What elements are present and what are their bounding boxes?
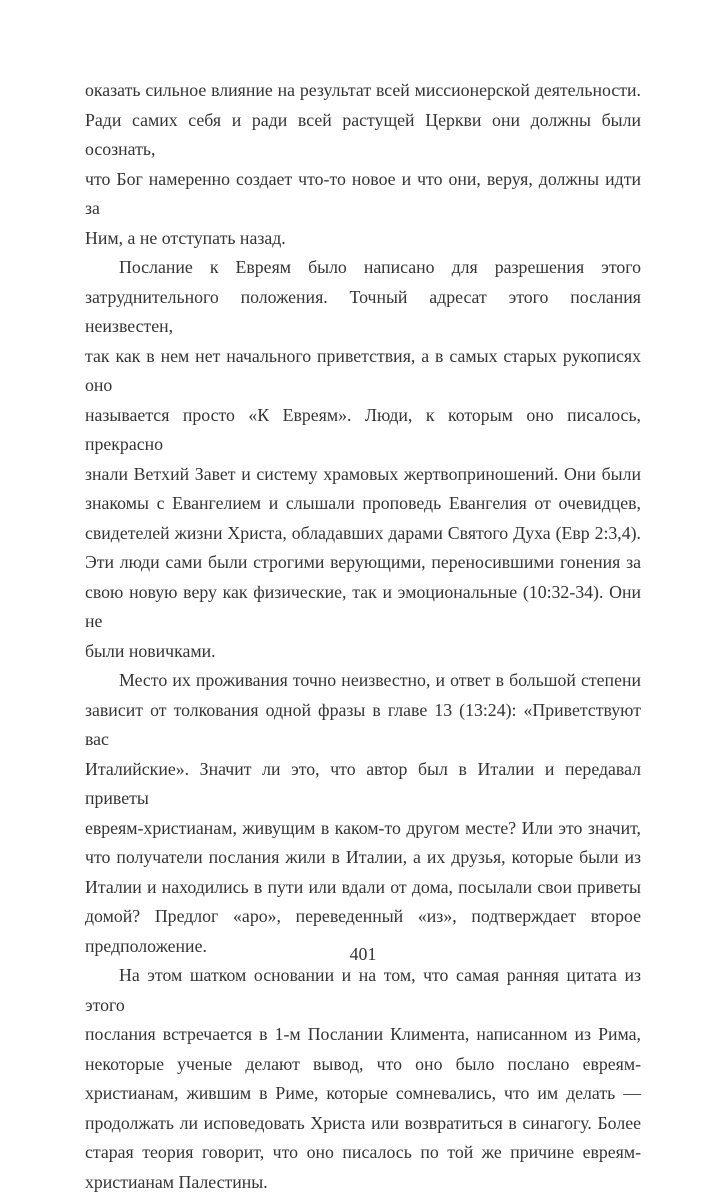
body-text	[85, 76, 641, 1197]
page-number: 401	[85, 943, 641, 965]
text-line: Италийские». Значит ли это, что автор был в Италии и передавал приветы	[85, 755, 641, 814]
paragraph	[85, 666, 641, 961]
text-line: некоторые ученые делают вывод, что оно было послано евреям-	[85, 1050, 641, 1080]
paragraph	[85, 76, 641, 253]
text-line: зависит от толкования одной фразы в главе 13 (13:24): «Приветствуют вас	[85, 696, 641, 755]
text-line: называется просто «К Евреям». Люди, к которым оно писалось, прекрасно	[85, 401, 641, 460]
text-line: оказать сильное влияние на результат всей миссионерской деятельности.	[85, 76, 641, 106]
text-line: продолжать ли исповедовать Христа или возвратиться в синагогу. Более	[85, 1109, 641, 1139]
text-line: что Бог намеренно создает что-то новое и что они, веруя, должны идти за	[85, 165, 641, 224]
paragraph	[85, 253, 641, 666]
text-line: христианам, жившим в Риме, которые сомневались, что им делать —	[85, 1079, 641, 1109]
text-line: христианам Палестины.	[85, 1168, 641, 1197]
text-line: были новичками.	[85, 637, 641, 667]
text-line: затруднительного положения. Точный адресат этого послания неизвестен,	[85, 283, 641, 342]
text-line: Италии и находились в пути или вдали от дома, посылали свои приветы	[85, 873, 641, 903]
text-line: свою новую веру как физические, так и эмоциональные (10:32-34). Они не	[85, 578, 641, 637]
text-line: Ним, а не отступать назад.	[85, 224, 641, 254]
text-line: знали Ветхий Завет и систему храмовых жертвоприношений. Они были	[85, 460, 641, 490]
text-line: послания встречается в 1-м Послании Климента, написанном из Рима,	[85, 1020, 641, 1050]
text-line: что получатели послания жили в Италии, а их друзья, которые были из	[85, 843, 641, 873]
text-line: знакомы с Евангелием и слышали проповедь Евангелия от очевидцев,	[85, 489, 641, 519]
text-line: старая теория говорит, что оно писалось по той же причине евреям-	[85, 1138, 641, 1168]
text-line: евреям-христианам, живущим в каком-то другом месте? Или это значит,	[85, 814, 641, 844]
paragraph	[85, 961, 641, 1197]
text-line: На этом шатком основании и на том, что самая ранняя цитата из этого	[85, 961, 641, 1020]
text-line: домой? Предлог «аро», переведенный «из», подтверждает второе	[85, 902, 641, 932]
text-line: Эти люди сами были строгими верующими, переносившими гонения за	[85, 548, 641, 578]
text-line: так как в нем нет начального приветствия, а в самых старых рукописях оно	[85, 342, 641, 401]
text-line: свидетелей жизни Христа, обладавших дарами Святого Духа (Евр 2:3,4).	[85, 519, 641, 549]
text-line: Ради самих себя и ради всей растущей Церкви они должны были осознать,	[85, 106, 641, 165]
text-line: Послание к Евреям было написано для разрешения этого	[85, 253, 641, 283]
text-line: предположение.	[85, 932, 641, 962]
text-line: Место их проживания точно неизвестно, и ответ в большой степени	[85, 666, 641, 696]
